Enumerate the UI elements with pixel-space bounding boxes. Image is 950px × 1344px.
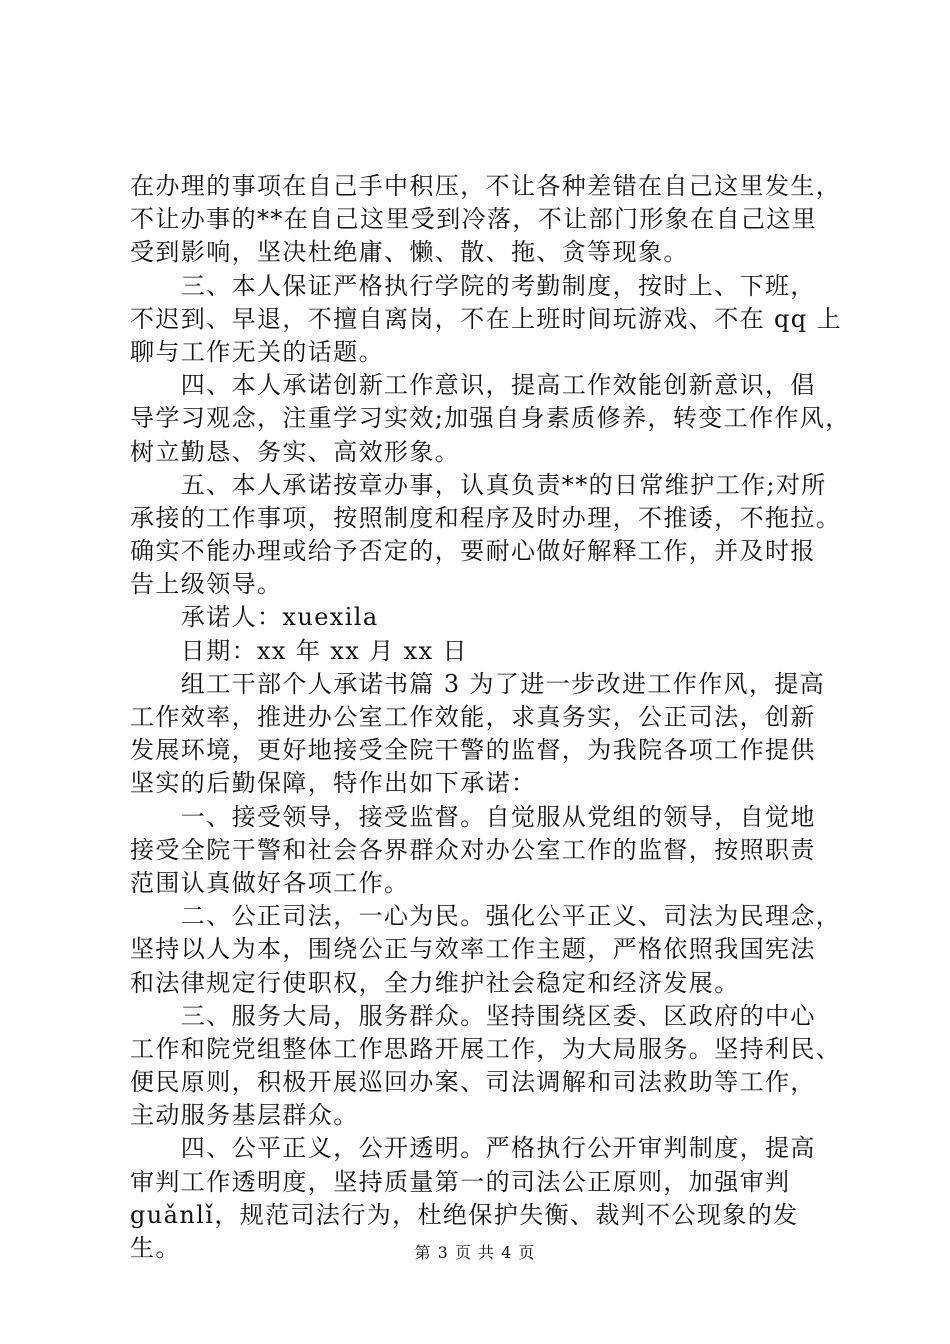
text-line: 一、接受领导，接受监督。自觉服从党组的领导，自觉地 bbox=[130, 802, 816, 831]
text-line: 主动服务基层群众。 bbox=[130, 1101, 359, 1130]
text-line: 承接的工作事项，按照制度和程序及时办理，不推诿，不拖拉。 bbox=[130, 503, 842, 532]
text-line: 范围认真做好各项工作。 bbox=[130, 868, 410, 897]
text-line: 不让办事的**在自己这里受到冷落，不让部门形象在自己这里 bbox=[130, 205, 818, 234]
text-line: 工作效率，推进办公室工作效能，求真务实，公正司法，创新 bbox=[130, 703, 816, 731]
text-line: 坚持以人为本，围绕公正与效率工作主题，严格依照我国宪法 bbox=[130, 935, 816, 964]
text-line: 便民原则，积极开展巡回办案、司法调解和司法救助等工作， bbox=[130, 1068, 816, 1097]
page-number-footer: 第 3 页 共 4 页 bbox=[414, 1243, 536, 1262]
signatory-line: 承诺人：xuexila bbox=[130, 603, 379, 632]
text-line: 告上级领导。 bbox=[130, 570, 283, 599]
text-line: 受到影响，坚决杜绝庸、懒、散、拖、贪等现象。 bbox=[130, 238, 689, 267]
text-line: 三、本人保证严格执行学院的考勤制度，按时上、下班， bbox=[130, 271, 816, 300]
text-line: 工作和院党组整体工作思路开展工作，为大局服务。坚持利民、 bbox=[130, 1034, 842, 1063]
text-line: 四、公平正义，公开透明。严格执行公开审判制度，提高 bbox=[130, 1134, 816, 1163]
text-line: 生。 bbox=[130, 1234, 181, 1262]
text-line: 导学习观念，注重学习实效;加强自身素质修养，转变工作作风， bbox=[130, 404, 851, 433]
text-line: 组工干部个人承诺书篇 3 为了进一步改进工作作风，提高 bbox=[130, 669, 826, 698]
text-line: 接受全院干警和社会各界群众对办公室工作的监督，按照职责 bbox=[130, 835, 816, 864]
text-line: 坚实的后勤保障，特作出如下承诺： bbox=[130, 769, 537, 798]
text-line: 发展环境，更好地接受全院干警的监督，为我院各项工作提供 bbox=[130, 736, 816, 765]
text-line: 审判工作透明度，坚持质量第一的司法公正原则，加强审判 bbox=[130, 1167, 791, 1196]
text-line: 在办理的事项在自己手中积压，不让各种差错在自己这里发生， bbox=[130, 172, 842, 200]
text-line: 聊与工作无关的话题。 bbox=[130, 337, 384, 366]
text-line: 二、公正司法，一心为民。强化公平正义、司法为民理念， bbox=[130, 902, 842, 931]
text-line: 不迟到、早退，不擅自离岗，不在上班时间玩游戏、不在 qq 上 bbox=[130, 304, 842, 333]
text-line: 树立勤恳、务实、高效形象。 bbox=[130, 437, 461, 466]
document-body bbox=[130, 170, 851, 1265]
text-line: 和法律规定行使职权，全力维护社会稳定和经济发展。 bbox=[130, 968, 740, 997]
text-line: 五、本人承诺按章办事，认真负责**的日常维护工作;对所 bbox=[130, 470, 827, 499]
text-line: 四、本人承诺创新工作意识，提高工作效能创新意识，倡 bbox=[130, 371, 816, 400]
text-line: 确实不能办理或给予否定的，要耐心做好解释工作，并及时报 bbox=[130, 537, 816, 566]
text-line: guǎnlǐ，规范司法行为，杜绝保护失衡、裁判不公现象的发 bbox=[130, 1200, 799, 1229]
text-line: 三、服务大局，服务群众。坚持围绕区委、区政府的中心 bbox=[130, 1001, 816, 1030]
date-line: 日期：xx 年 xx 月 xx 日 bbox=[130, 636, 468, 665]
